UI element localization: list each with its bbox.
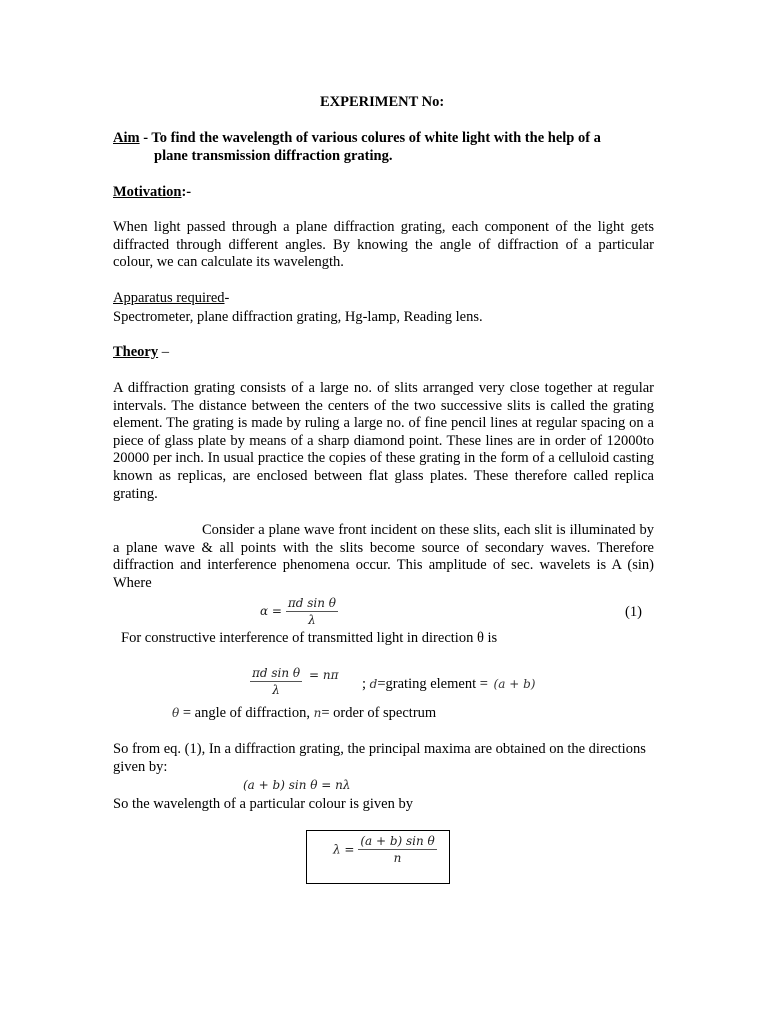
theory-heading-row xyxy=(113,344,169,361)
aim-label: Aim xyxy=(113,130,140,146)
theory-paragraph-4: So the wavelength of a particular colour is given by xyxy=(113,796,413,812)
theta-symbol: θ xyxy=(172,706,180,720)
eq1-lhs: α = xyxy=(260,604,282,618)
motivation-text: When light passed through a plane diffraction grating, each component of the light gets diffracted through different angles. By knowing the angle of diffraction of a particular colour, we can calculate its wavelength. xyxy=(113,219,654,271)
eq2-separator: ; xyxy=(362,676,367,692)
eq4-fraction xyxy=(358,834,436,865)
apparatus-heading-row xyxy=(113,290,229,307)
result-box xyxy=(306,830,450,884)
grating-element-value: (a + b) xyxy=(493,677,536,691)
eq4-lhs: λ = xyxy=(333,842,355,857)
eq2-numerator: πd sin θ xyxy=(252,666,301,680)
apparatus-heading: Apparatus required xyxy=(113,290,225,306)
motivation-heading: Motivation xyxy=(113,184,182,200)
n-definition: = order of spectrum xyxy=(321,705,437,721)
theory-heading: Theory xyxy=(113,344,159,360)
apparatus-text: Spectrometer, plane diffraction grating, Hg-lamp, Reading lens. xyxy=(113,309,483,325)
grating-element-text: =grating element = xyxy=(377,676,488,692)
eq4-numerator: (a + b) sin θ xyxy=(360,834,435,848)
definitions-line xyxy=(172,705,436,722)
equation-4 xyxy=(333,834,437,865)
equation-1 xyxy=(260,596,338,627)
theory-suffix: – xyxy=(158,344,169,360)
theta-definition: = angle of diffraction, xyxy=(182,705,310,721)
eq1-numerator: πd sin θ xyxy=(287,596,336,610)
theory-paragraph-3: So from eq. (1), In a diffraction grating, the principal maxima are obtained on the directions given by: xyxy=(113,741,646,775)
eq1-denominator: λ xyxy=(308,613,316,627)
aim-line-1 xyxy=(113,130,601,147)
eq4-denominator: n xyxy=(393,851,402,865)
motivation-suffix: :- xyxy=(181,184,192,200)
grating-element-definition xyxy=(362,676,535,693)
apparatus-suffix: - xyxy=(224,290,230,306)
d-symbol: d xyxy=(369,677,378,691)
eq2-denominator: λ xyxy=(272,683,280,697)
n-symbol: n xyxy=(313,706,322,720)
equation-2 xyxy=(250,666,338,697)
constructive-text: For constructive interference of transmitted light in direction θ is xyxy=(121,630,498,646)
aim-separator: - xyxy=(139,130,152,146)
aim-text-line-2: plane transmission diffraction grating. xyxy=(154,148,393,164)
eq2-fraction xyxy=(250,666,302,697)
eq1-fraction xyxy=(286,596,338,627)
page-title: EXPERIMENT No: xyxy=(320,94,445,110)
aim-text-line-1: To find the wavelength of various colures of white light with the help of a xyxy=(151,130,601,146)
theory-paragraph-2: Consider a plane wave front incident on these slits, each slit is illuminated by a plane wave & all points with the slits become source of secondary waves. Therefore diffraction and interference phenomena occur. This amplitude of sec. wavelets is A (sin) Where xyxy=(113,522,654,591)
eq1-number: (1) xyxy=(625,604,642,620)
motivation-heading-row xyxy=(113,184,191,201)
eq2-rhs: = nπ xyxy=(308,667,339,682)
theory-paragraph-1: A diffraction grating consists of a large no. of slits arranged very close together at regular intervals. The distance between the centers of the two successive slits is called the grating element. The grating is made by ruling a large no. of fine pencil lines at regular spacing on a piece of glass plate by means of a sharp diamond point. These lines are in order of 12000to 20000 per inch. In usual practice the copies of these grating in the form of a celluloid casting known as replicas, are enclosed between flat glass plates. These therefore called replica grating. xyxy=(113,380,654,502)
equation-3: (a + b) sin θ = nλ xyxy=(243,778,351,792)
